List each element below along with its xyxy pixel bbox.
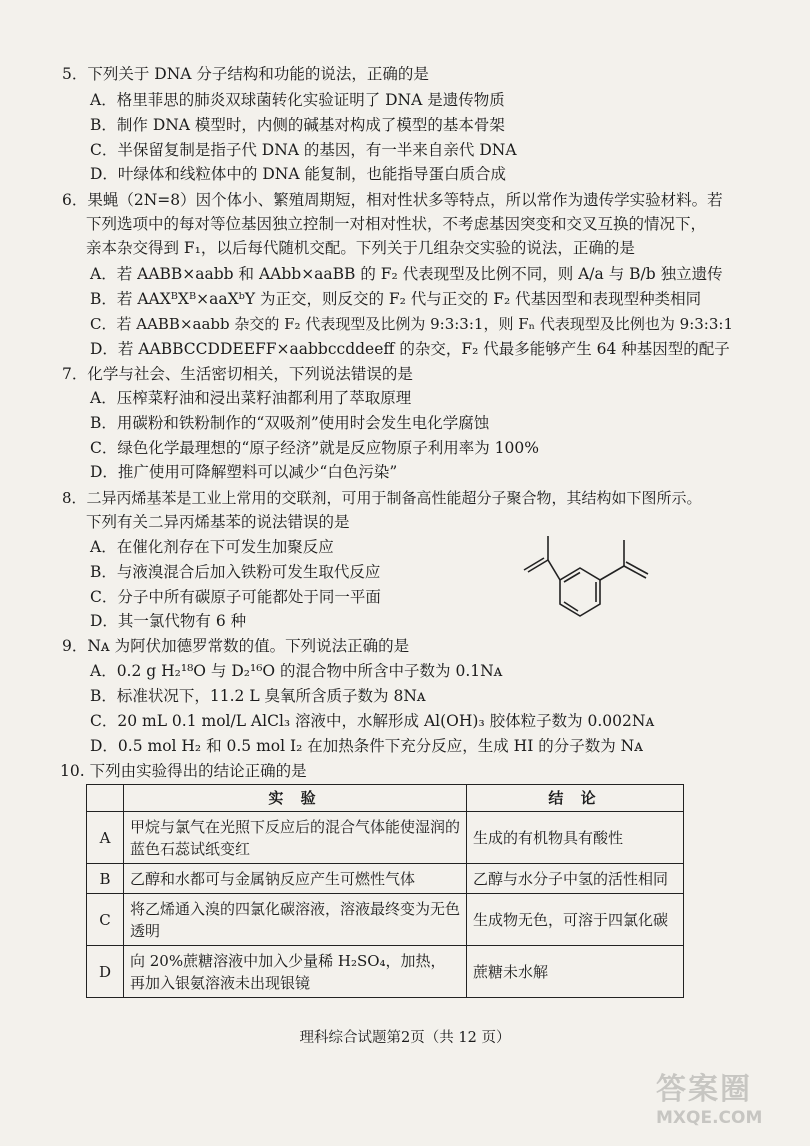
row-label: C bbox=[87, 894, 124, 946]
left-isopropenyl bbox=[548, 560, 560, 580]
table-row bbox=[87, 894, 684, 946]
question-stem: 10. 下列由实验得出的结论正确的是 bbox=[60, 762, 307, 780]
row-conclusion: 乙醇与水分子中氢的活性相同 bbox=[467, 864, 684, 894]
table-header-row bbox=[87, 785, 684, 812]
option-d: D．0.5 mol H₂ 和 0.5 mol I₂ 在加热条件下充分反应，生成 HI 的分子数为 Nᴀ bbox=[90, 737, 643, 755]
row-conclusion: 生成物无色，可溶于四氯化碳 bbox=[467, 894, 684, 946]
option-b: B．若 AAXᴮXᴮ×aaXᵇY 为正交，则反交的 F₂ 代与正交的 F₂ 代基因型和表现型种类相同 bbox=[90, 290, 702, 308]
option-b: B．用碳粉和铁粉制作的“双吸剂”使用时会发生电化学腐蚀 bbox=[90, 414, 490, 432]
row-label: D bbox=[87, 946, 124, 998]
experiment-table bbox=[86, 784, 684, 998]
question-stem-cont: 下列选项中的每对等位基因独立控制一对相对性状，不考虑基因突变和交叉互换的情况下， bbox=[86, 215, 707, 233]
option-a: A．压榨菜籽油和浸出菜籽油都利用了萃取原理 bbox=[90, 389, 412, 407]
watermark-url: MXQE.COM bbox=[656, 1108, 763, 1128]
row-experiment: 向 20%蔗糖溶液中加入少量稀 H₂SO₄，加热，再加入银氨溶液未出现银镜 bbox=[124, 946, 467, 998]
question-stem-cont: 下列有关二异丙烯基苯的说法错误的是 bbox=[86, 513, 350, 531]
diisopropenylbenzene-structure bbox=[520, 532, 680, 624]
table-row bbox=[87, 946, 684, 998]
question-stem: 8．二异丙烯基苯是工业上常用的交联剂，可用于制备高性能超分子聚合物，其结构如下图所示。 bbox=[62, 489, 702, 507]
watermark-text: 答案圈 bbox=[656, 1072, 752, 1107]
option-a: A．在催化剂存在下可发生加聚反应 bbox=[90, 538, 334, 556]
row-label: B bbox=[87, 864, 124, 894]
benzene-ring bbox=[560, 568, 600, 616]
question-stem: 7．化学与社会、生活密切相关，下列说法错误的是 bbox=[62, 365, 413, 383]
question-stem: 5．下列关于 DNA 分子结构和功能的说法，正确的是 bbox=[62, 65, 429, 83]
table-row bbox=[87, 864, 684, 894]
row-experiment: 乙醇和水都可与金属钠反应产生可燃性气体 bbox=[124, 864, 467, 894]
question-stem: 6．果蝇（2N=8）因个体小、繁殖周期短，相对性状多等特点，所以常作为遗传学实验材料。若 bbox=[62, 191, 723, 209]
row-label: A bbox=[87, 812, 124, 864]
option-c: C．20 mL 0.1 mol/L AlCl₃ 溶液中，水解形成 Al(OH)₃ 胶体粒子数为 0.002Nᴀ bbox=[90, 712, 655, 730]
question-stem-cont: 亲本杂交得到 F₁，以后每代随机交配。下列关于几组杂交实验的说法，正确的是 bbox=[86, 239, 635, 257]
question-stem: 9．Nᴀ 为阿伏加德罗常数的值。下列说法正确的是 bbox=[62, 637, 410, 655]
option-a: A．0.2 g H₂¹⁸O 与 D₂¹⁶O 的混合物中所含中子数为 0.1Nᴀ bbox=[90, 662, 503, 680]
right-isopropenyl bbox=[600, 566, 624, 580]
row-conclusion: 蔗糖未水解 bbox=[467, 946, 684, 998]
option-d: D．推广使用可降解塑料可以减少“白色污染” bbox=[90, 463, 398, 481]
option-b: B．制作 DNA 模型时，内侧的碱基对构成了模型的基本骨架 bbox=[90, 116, 505, 134]
option-a: A．格里菲思的肺炎双球菌转化实验证明了 DNA 是遗传物质 bbox=[90, 91, 505, 109]
row-experiment: 将乙烯通入溴的四氯化碳溶液，溶液最终变为无色透明 bbox=[124, 894, 467, 946]
row-experiment: 甲烷与氯气在光照下反应后的混合气体能使湿润的蓝色石蕊试纸变红 bbox=[124, 812, 467, 864]
option-c: C．绿色化学最理想的“原子经济”就是反应物原子利用率为 100% bbox=[90, 439, 539, 457]
row-conclusion: 生成的有机物具有酸性 bbox=[467, 812, 684, 864]
option-d: D．其一氯代物有 6 种 bbox=[90, 612, 247, 630]
page-footer: 理科综合试题第2页（共 12 页） bbox=[299, 1030, 511, 1046]
table-row bbox=[87, 812, 684, 864]
option-a: A．若 AABB×aabb 和 AAbb×aaBB 的 F₂ 代表现型及比例不同，则 A/a 与 B/b 独立遗传 bbox=[90, 265, 723, 283]
option-c: C．半保留复制是指子代 DNA 的基因，有一半来自亲代 DNA bbox=[90, 141, 517, 159]
option-b: B．与液溴混合后加入铁粉可发生取代反应 bbox=[90, 563, 381, 581]
header-conclusion: 结 论 bbox=[467, 785, 684, 812]
option-c: C．若 AABB×aabb 杂交的 F₂ 代表现型及比例为 9:3:3:1，则 Fₙ 代表现型及比例也为 9:3:3:1 bbox=[90, 315, 733, 333]
option-d: D．叶绿体和线粒体中的 DNA 能复制，也能指导蛋白质合成 bbox=[90, 165, 506, 183]
watermark-logo bbox=[656, 1064, 796, 1138]
header-experiment: 实 验 bbox=[124, 785, 467, 812]
option-c: C．分子中所有碳原子可能都处于同一平面 bbox=[90, 588, 381, 606]
option-d: D．若 AABBCCDDEEFF×aabbccddeeff 的杂交，F₂ 代最多能够产生 64 种基因型的配子 bbox=[90, 340, 730, 358]
header-blank bbox=[87, 785, 124, 812]
option-b: B．标准状况下，11.2 L 臭氧所含质子数为 8Nᴀ bbox=[90, 687, 426, 705]
